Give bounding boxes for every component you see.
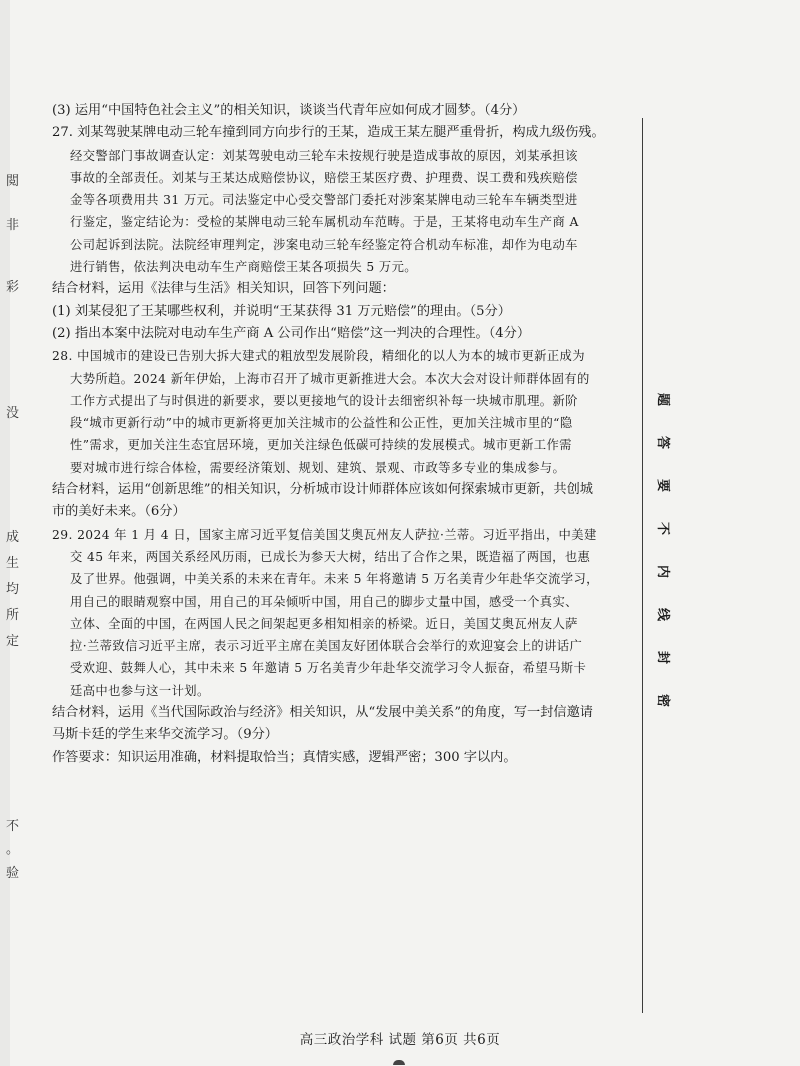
edge-char: 没 <box>6 406 20 421</box>
edge-char: 成 <box>6 530 20 545</box>
text-line: 大势所趋。2024 新年伊始，上海市召开了城市更新推进大会。本次大会对设计师群体固有的 <box>70 371 590 386</box>
text-line: 马斯卡廷的学生来华交流学习。（9分） <box>52 727 278 743</box>
text-line: 拉·兰蒂致信习近平主席，表示习近平主席在美国友好团体联合会举行的欢迎宴会上的讲话广 <box>70 639 583 654</box>
text-line: 结合材料，运用《当代国际政治与经济》相关知识，从“发展中美关系”的角度，写一封信邀请 <box>52 705 593 721</box>
seal-char: 密 <box>655 693 671 708</box>
text-line: 市的美好未来。（6分） <box>52 504 186 520</box>
page-footer: 高三政治学科 试题 第6页 共6页 <box>299 1032 501 1048</box>
text-line: 立体、全面的中国，在两国人民之间架起更多相知相亲的桥梁。近日，美国艾奥瓦州友人萨 <box>70 616 578 631</box>
text-line: 性”需求，更加关注生态宜居环境，更加关注绿色低碳可持续的发展模式。城市更新工作需 <box>70 438 572 453</box>
seal-char: 题 <box>655 392 671 407</box>
seal-char: 封 <box>655 650 671 665</box>
edge-char: 定 <box>6 634 20 649</box>
seal-char: 答 <box>655 435 671 450</box>
text-line: 28. 中国城市的建设已告别大拆大建式的粗放型发展阶段，精细化的以人为本的城市更新正成为 <box>52 349 585 364</box>
text-line: 段“城市更新行动”中的城市更新将更加关注城市的公益性和公正性，更加关注城市里的“隐 <box>70 416 573 431</box>
edge-char: 。 <box>6 842 20 857</box>
text-line: 事故的全部责任。刘某与王某达成赔偿协议，赔偿王某医疗费、护理费、误工费和残疾赔偿 <box>70 170 578 185</box>
binding-line <box>642 118 643 1013</box>
text-line: 用自己的眼睛观察中国，用自己的耳朵倾听中国，用自己的脚步丈量中国，感受一个真实、 <box>70 594 578 609</box>
text-line: 作答要求：知识运用准确，材料提取恰当；真情实感，逻辑严密；300 字以内。 <box>52 749 517 765</box>
text-line: 公司起诉到法院。法院经审理判定，涉案电动三轮车经鉴定符合机动车标准，却作为电动车 <box>70 237 578 252</box>
text-line: 结合材料，运用《法律与生活》相关知识，回答下列问题： <box>52 281 395 297</box>
seal-char: 不 <box>655 521 671 536</box>
text-line: (3) 运用“中国特色社会主义”的相关知识，谈谈当代青年应如何成才圆梦。（4分） <box>52 103 526 118</box>
question-text <box>52 100 637 769</box>
edge-char: 生 <box>6 556 20 571</box>
seal-char: 要 <box>655 478 671 493</box>
text-line: 工作方式提出了与时俱进的新要求，要以更接地气的设计去细密织补每一块城市肌理。新阶 <box>70 393 578 408</box>
text-line: 进行销售，依法判决电动车生产商赔偿王某各项损失 5 万元。 <box>70 260 417 275</box>
edge-char: 非 <box>6 218 20 233</box>
page-bottom-mark <box>393 1060 405 1065</box>
text-line: 行鉴定，鉴定结论为：受检的某牌电动三轮车属机动车范畴。于是，王某将电动车生产商 A <box>70 215 579 230</box>
text-line: 及了世界。他强调，中美关系的未来在青年。未来 5 年将邀请 5 万名美青少年赴华交流学习， <box>70 572 599 587</box>
seal-char: 内 <box>655 564 671 579</box>
edge-char: 验 <box>6 866 20 881</box>
text-line: 受欢迎、鼓舞人心，其中未来 5 年邀请 5 万名美青少年赴华交流学习令人振奋，希望马斯卡 <box>70 661 587 676</box>
text-line: 廷高中也参与这一计划。 <box>70 683 210 698</box>
edge-char: 所 <box>6 608 20 623</box>
text-line: 27. 刘某驾驶某牌电动三轮车撞到同方向步行的王某，造成王某左腿严重骨折，构成九级伤残。 <box>52 125 605 141</box>
edge-char: 均 <box>6 582 20 597</box>
text-line: 经交警部门事故调查认定：刘某驾驶电动三轮车未按规行驶是造成事故的原因，刘某承担该 <box>70 148 578 163</box>
text-line: 29. 2024 年 1 月 4 日，国家主席习近平复信美国艾奥瓦州友人萨拉·兰蒂。习近平指出，中美建 <box>52 527 597 542</box>
text-line: 金等各项费用共 31 万元。司法鉴定中心受交警部门委托对涉案某牌电动三轮车车辆类型进 <box>70 193 578 208</box>
seal-char: 线 <box>655 607 671 622</box>
text-line: 结合材料，运用“创新思维”的相关知识，分析城市设计师群体应该如何探索城市更新，共创城 <box>52 482 593 498</box>
edge-char: 閲 <box>6 174 20 189</box>
text-line: (1) 刘某侵犯了王某哪些权利，并说明“王某获得 31 万元赔偿”的理由。（5分） <box>52 303 511 319</box>
text-line: 交 45 年来，两国关系经风历雨，已成长为参天大树，结出了合作之果，既造福了两国，也惠 <box>70 549 591 564</box>
seal-line-notice <box>652 390 678 710</box>
text-line: (2) 指出本案中法院对电动车生产商 A 公司作出“赔偿”这一判决的合理性。（4分） <box>52 325 531 341</box>
edge-char: 不 <box>6 819 20 834</box>
text-line: 要对城市进行综合体检，需要经济策划、规划、建筑、景观、市政等多专业的集成参与。 <box>70 460 566 475</box>
edge-char: 彩 <box>6 280 20 295</box>
